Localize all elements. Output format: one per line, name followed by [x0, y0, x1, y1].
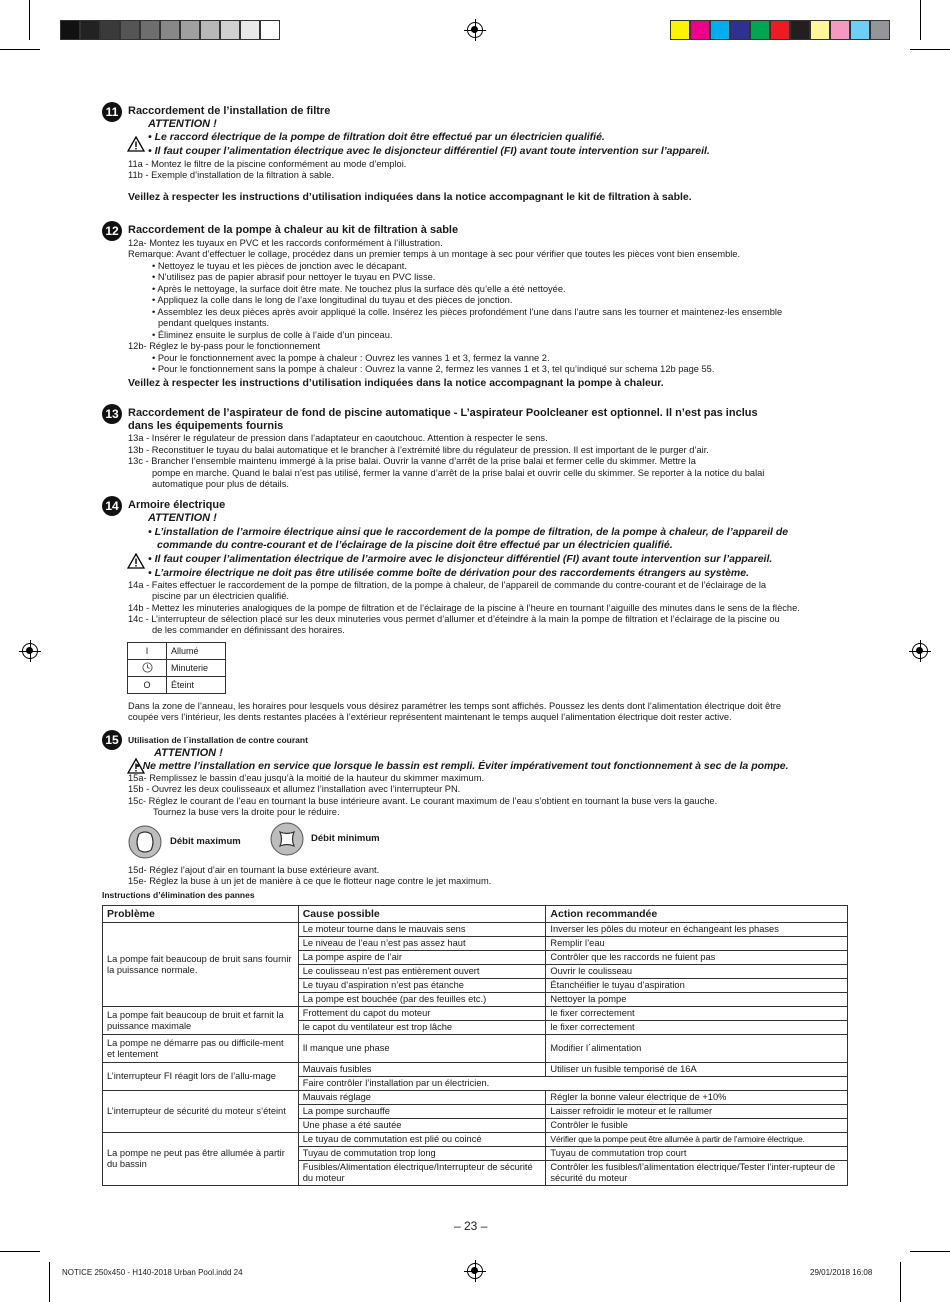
bullet-text: • Appliquez la colle dans le long de l’axe longitudinal du tuyau et des pièces de jonction. [152, 295, 513, 305]
color-swatch [750, 20, 770, 40]
step-text: de les commander en définissant des horaires. [152, 625, 345, 635]
step-text: 15b - Ouvrez les deux coulisseaux et allumez l’installation avec l’interrupteur PN. [128, 784, 461, 794]
action-cell: le fixer correctement [546, 1021, 848, 1035]
color-swatch [220, 20, 240, 40]
step-text: pompe en marche. Quand le balai n’est pas utilisé, fermer la vanne d’arrêt de la prise balai et ouvrir celle du skimmer. Se reporter à la notice du balai [152, 468, 765, 478]
troubleshooting-title: Instructions d’élimination des pannes [102, 890, 255, 900]
bullet-text: • Pour le fonctionnement sans la pompe à chaleur : Ouvrez la vanne 2, fermez les vannes 1 et 3, tel qu’indiqué sur schema 12b page 55. [152, 364, 715, 374]
column-header: Cause possible [298, 906, 546, 923]
table-row [128, 660, 226, 677]
step-text: 14b - Mettez les minuteries analogiques de la pompe de filtration et de l’éclairage de la piscine à l’heure en tournant l’aiguille des minutes dans le sens de la flèche. [128, 603, 800, 613]
step-text: 14c - L’interrupteur de sélection placé sur les deux minuteries vous permet d’allumer et d’éteindre à la main la pompe de filtration et l’éclairage de la piscine ou [128, 614, 780, 624]
cause-cell: Le tuyau de commutation est plié ou coincé [298, 1133, 546, 1147]
warning-text: • Il faut couper l’alimentation électrique avec le disjoncteur différentiel (FI) avant toute intervention sur l’appareil. [148, 145, 710, 157]
remark-text: Remarque: Avant d’effectuer le collage, procédez dans un premier temps à un montage à sec pour vérifier que toutes les pièces vont bien ensemble. [128, 249, 741, 259]
cause-cell: Fusibles/Alimentation électrique/Interrupteur de sécurité du moteur [298, 1161, 546, 1186]
registration-mark-bottom [467, 1263, 483, 1279]
date-slug: 29/01/2018 16:08 [810, 1268, 873, 1277]
switch-symbol: O [128, 677, 167, 694]
bullet-text: • Pour le fonctionnement avec la pompe à chaleur : Ouvrez les vannes 1 et 3, fermez la vanne 2. [152, 353, 550, 363]
bullet-text: • N’utilisez pas de papier abrasif pour nettoyer le tuyau en PVC lisse. [152, 272, 436, 282]
crop-mark [49, 1262, 50, 1302]
color-swatch [770, 20, 790, 40]
color-swatch [830, 20, 850, 40]
section-number: 13 [102, 404, 122, 424]
action-cell: Contrôler le fusible [546, 1119, 848, 1133]
action-cell: le fixer correctement [546, 1007, 848, 1021]
min-flow-label: Débit minimum [311, 833, 380, 844]
color-swatch [180, 20, 200, 40]
table-row [103, 923, 848, 937]
cause-cell: Frottement du capot du moteur [298, 1007, 546, 1021]
section-title: dans les équipements fournis [128, 420, 284, 432]
switch-symbol: I [128, 643, 167, 660]
warning-text: • L’installation de l’armoire électrique ainsi que le raccordement de la pompe de filtration, de la pompe à chaleur, de l’appareil de [148, 526, 789, 538]
registration-mark-top [467, 22, 483, 38]
bullet-text: • Nettoyez le tuyau et les pièces de jonction avec le décapant. [152, 261, 407, 271]
paragraph-text: coupée vers l’intérieur, les dents restantes placées à l’extérieur représentent maintenant le temps auquel l’alimentation électrique doit rester active. [128, 712, 732, 722]
paragraph-text: Dans la zone de l’anneau, les horaires pour lesquels vous désirez paramétrer les temps sont affichés. Poussez les dents dont l’alimentation électrique doit être [128, 701, 782, 711]
cause-cell: Tuyau de commutation trop long [298, 1147, 546, 1161]
step-text: 12b- Réglez le by-pass pour le fonctionnement [128, 341, 321, 351]
step-text: 15d- Réglez l’ajout d’air en tournant la buse extérieure avant. [128, 865, 380, 875]
cause-cell: Le moteur tourne dans le mauvais sens [298, 923, 546, 937]
cause-cell: Une phase a été sautée [298, 1119, 546, 1133]
step-text: 13a - Insérer le régulateur de pression dans l’adaptateur en caoutchouc. Attention à respecter le sens. [128, 433, 548, 443]
color-swatch [810, 20, 830, 40]
action-cell: Ouvrir le coulisseau [546, 965, 848, 979]
color-swatch [870, 20, 890, 40]
step-text: 15e- Réglez la buse à un jet de manière à ce que le flotteur nage contre le jet maximum. [128, 876, 492, 886]
registration-mark-right [912, 643, 928, 659]
section-number: 12 [102, 221, 122, 241]
file-slug: NOTICE 250x450 - H140-2018 Urban Pool.indd 24 [62, 1268, 243, 1277]
crop-mark [0, 1251, 40, 1252]
section-number: 15 [102, 730, 122, 750]
switch-legend-table [127, 642, 226, 694]
action-cell: Étanchéifier le tuyau d’aspiration [546, 979, 848, 993]
color-swatch [140, 20, 160, 40]
min-flow-nozzle-icon [269, 821, 305, 857]
action-cell: Remplir l’eau [546, 937, 848, 951]
bullet-text: • Après le nettoyage, la surface doit être mate. Ne touchez plus la surface dès qu’elle a été nettoyée. [152, 284, 566, 294]
color-swatch [200, 20, 220, 40]
warning-text: • Ne mettre l’installation en service que lorsque le bassin est rempli. Éviter impérativement tout fonctionnement à sec de la pompe. [136, 760, 789, 772]
column-header: Problème [103, 906, 299, 923]
step-text: 15c- Réglez le courant de l’eau en tournant la buse intérieure avant. Le courant maximum de l’eau s’obtient en tournant la buse vers la gauche. [128, 796, 718, 806]
problem-cell: L’interrupteur FI réagit lors de l’allu-mage [103, 1063, 299, 1091]
warning-text: • Le raccord électrique de la pompe de filtration doit être effectué par un électricien qualifié. [148, 131, 605, 143]
crop-mark [0, 49, 40, 50]
section-number: 11 [102, 102, 122, 122]
crop-mark [910, 49, 950, 50]
step-text: 12a- Montez les tuyaux en PVC et les raccords conformément à l’illustration. [128, 238, 443, 248]
color-swatch [710, 20, 730, 40]
max-flow-nozzle-icon [127, 824, 163, 860]
section-title: Raccordement de l’installation de filtre [128, 105, 331, 117]
note-text: Veillez à respecter les instructions d’utilisation indiquées dans la notice accompagnant la pompe à chaleur. [128, 377, 664, 389]
problem-cell: L’interrupteur de sécurité du moteur s’éteint [103, 1091, 299, 1133]
cause-cell: La pompe est bouchée (par des feuilles etc.) [298, 993, 546, 1007]
crop-mark [900, 1262, 901, 1302]
action-cell: Contrôler que les raccords ne fuient pas [546, 951, 848, 965]
cause-cell: Faire contrôler l’installation par un électricien. [298, 1077, 847, 1091]
action-cell: Laisser refroidir le moteur et le rallumer [546, 1105, 848, 1119]
cause-cell: Le coulisseau n’est pas entièrement ouvert [298, 965, 546, 979]
color-swatch [240, 20, 260, 40]
switch-label: Éteint [167, 677, 226, 694]
step-text: 14a - Faites effectuer le raccordement de la pompe de filtration, de la pompe à chaleur, de l’appareil de commande du contre-courant et de l’éclairage de la [128, 580, 767, 590]
color-swatch [60, 20, 80, 40]
bullet-text: • Éliminez ensuite le surplus de colle à l’aide d’un pinceau. [152, 330, 393, 340]
step-text: 13c - Brancher l’ensemble maintenu immergé à la prise balai. Ouvrir la vanne d’arrêt de la prise balai et fermer celle du skimmer. Mettre la [128, 456, 696, 466]
action-cell: Régler la bonne valeur électrique de +10% [546, 1091, 848, 1105]
color-swatch [100, 20, 120, 40]
timer-icon [128, 660, 167, 677]
cause-cell: Le niveau de l’eau n’est pas assez haut [298, 937, 546, 951]
action-cell: Contrôler les fusibles/l’alimentation électrique/Tester l’inter-rupteur de sécurité du moteur [546, 1161, 848, 1186]
color-swatch [730, 20, 750, 40]
cause-cell: Il manque une phase [298, 1035, 546, 1063]
registration-mark-left [22, 643, 38, 659]
color-swatch [670, 20, 690, 40]
section-title: Armoire électrique [128, 499, 226, 511]
switch-label: Minuterie [167, 660, 226, 677]
warning-text: • L’armoire électrique ne doit pas être utilisée comme boîte de dérivation pour des raccordements étrangers au système. [148, 567, 750, 579]
color-swatch [850, 20, 870, 40]
step-text: piscine par un électricien qualifié. [152, 591, 289, 601]
cause-cell: Mauvais fusibles [298, 1063, 546, 1077]
section-title: Utilisation de l´installation de contre courant [128, 735, 308, 745]
column-header: Action recommandée [546, 906, 848, 923]
action-cell: Inverser les pôles du moteur en échangeant les phases [546, 923, 848, 937]
crop-mark [920, 0, 921, 40]
warning-triangle-icon [127, 136, 145, 152]
action-cell: Nettoyer la pompe [546, 993, 848, 1007]
warning-text: commande du contre-courant et de l’éclairage de la piscine doit être effectué par un électricien qualifié. [157, 539, 673, 551]
action-cell: Utiliser un fusible temporisé de 16A [546, 1063, 848, 1077]
step-text: automatique pour plus de détails. [152, 479, 289, 489]
bullet-text: • Assemblez les deux pièces après avoir appliqué la colle. Insérez les pièces profondément l’une dans l’autre sans les tourner et maintenez-les ensemble [152, 307, 783, 317]
cause-cell: Le tuyau d’aspiration n’est pas étanche [298, 979, 546, 993]
step-text: 15a- Remplissez le bassin d’eau jusqu’à la moitié de la hauteur du skimmer maximum. [128, 773, 485, 783]
section-number: 14 [102, 496, 122, 516]
attention-label: ATTENTION ! [148, 512, 217, 524]
problem-cell: La pompe fait beaucoup de bruit et farnit la puissance maximale [103, 1007, 299, 1035]
action-cell: Vérifier que la pompe peut être allumée à partir de l’armoire électrique. [546, 1133, 848, 1147]
section-title: Raccordement de la pompe à chaleur au kit de filtration à sable [128, 224, 459, 236]
problem-cell: La pompe ne démarre pas ou difficile-ment et lentement [103, 1035, 299, 1063]
section-title: Raccordement de l’aspirateur de fond de piscine automatique - L’aspirateur Poolcleaner est optionnel. Il n’est pas inclus [128, 407, 758, 419]
table-row [103, 1063, 848, 1077]
table-row [103, 1035, 848, 1063]
color-swatch [690, 20, 710, 40]
table-header-row [103, 906, 848, 923]
bullet-text: pendant quelques instants. [158, 318, 270, 328]
cause-cell: le capot du ventilateur est trop lâche [298, 1021, 546, 1035]
page-number: – 23 – [454, 1219, 488, 1233]
problem-cell: La pompe ne peut pas être allumée à partir du bassin [103, 1133, 299, 1186]
color-swatch [80, 20, 100, 40]
attention-label: ATTENTION ! [148, 118, 217, 130]
step-text: Tournez la buse vers la droite pour le réduire. [153, 807, 340, 817]
table-row [103, 1091, 848, 1105]
color-swatch [120, 20, 140, 40]
cause-cell: La pompe surchauffe [298, 1105, 546, 1119]
cause-cell: Mauvais réglage [298, 1091, 546, 1105]
action-cell: Tuyau de commutation trop court [546, 1147, 848, 1161]
step-text: 11a - Montez le filtre de la piscine conformément au mode d’emploi. [128, 159, 407, 169]
color-swatch [160, 20, 180, 40]
crop-mark [910, 1251, 950, 1252]
table-row [128, 677, 226, 694]
step-text: 13b - Reconstituer le tuyau du balai automatique et le brancher à l’extrémité libre du régulateur de pression. Il est important de le purger d’air. [128, 445, 709, 455]
warning-text: • Il faut couper l’alimentation électrique de l’armoire avec le disjoncteur différentiel (FI) avant toute intervention sur l’appareil. [148, 553, 773, 565]
table-row [103, 1007, 848, 1021]
troubleshooting-table [102, 905, 848, 1186]
step-text: 11b - Exemple d’installation de la filtration à sable. [128, 170, 335, 180]
note-text: Veillez à respecter les instructions d’utilisation indiquées dans la notice accompagnant le kit de filtration à sable. [128, 191, 692, 203]
problem-cell: La pompe fait beaucoup de bruit sans fournir la puissance normale. [103, 923, 299, 1007]
attention-label: ATTENTION ! [154, 747, 223, 759]
color-swatch [260, 20, 280, 40]
table-row [103, 1133, 848, 1147]
table-row [128, 643, 226, 660]
warning-triangle-icon [127, 553, 145, 569]
crop-mark [29, 0, 30, 40]
switch-label: Allumé [167, 643, 226, 660]
color-swatch [790, 20, 810, 40]
max-flow-label: Débit maximum [170, 836, 241, 847]
action-cell: Modifier l´alimentation [546, 1035, 848, 1063]
cause-cell: La pompe aspire de l’air [298, 951, 546, 965]
